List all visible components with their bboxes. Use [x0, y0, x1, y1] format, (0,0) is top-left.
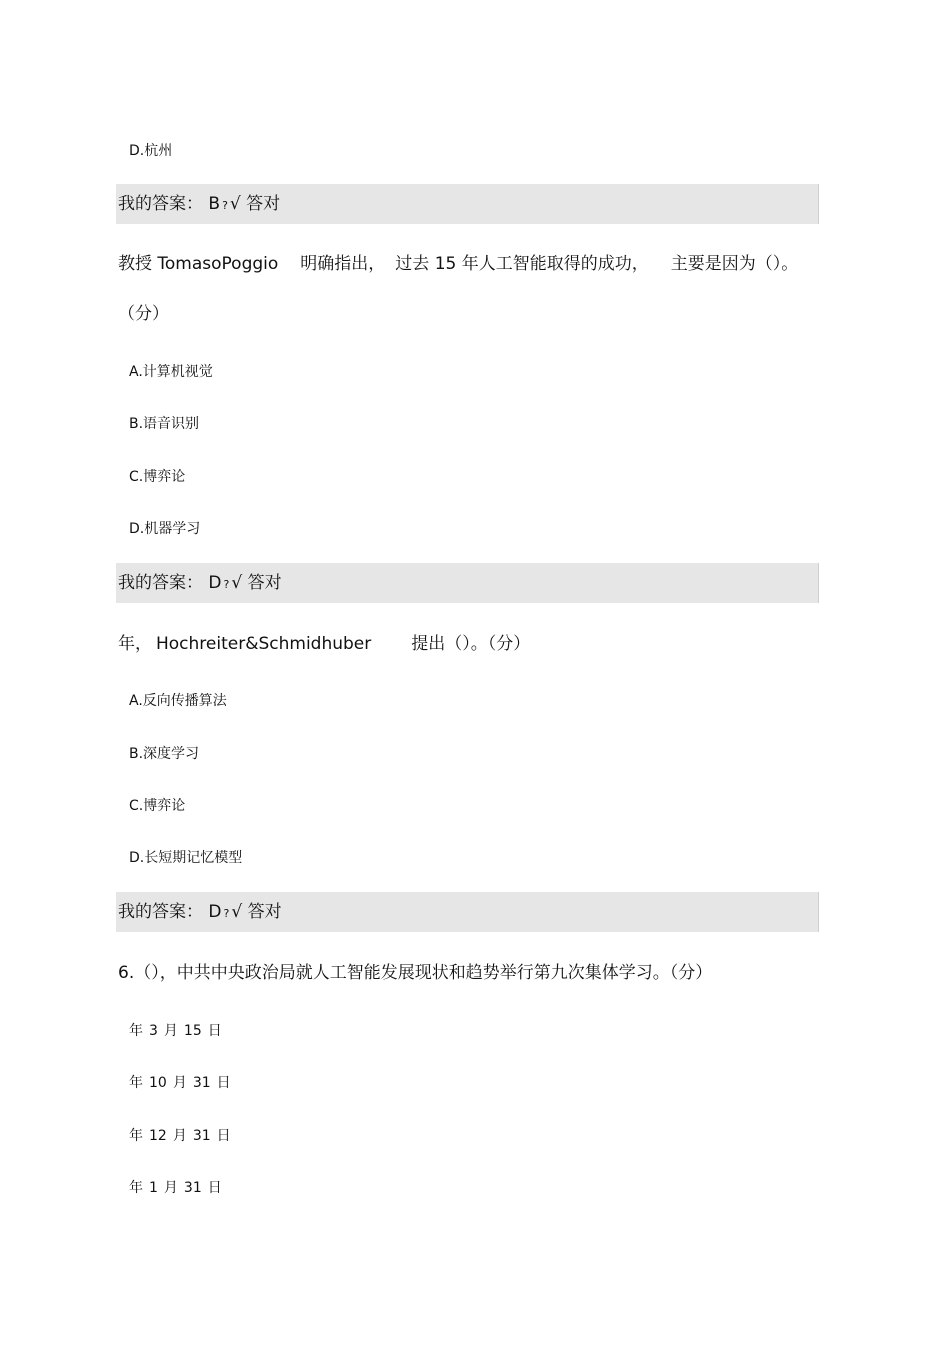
answer-text: [118, 571, 282, 597]
month-number: 3: [149, 1023, 158, 1039]
check-icon: √: [231, 902, 243, 922]
question-text: [118, 632, 530, 656]
day-number: 15: [183, 1023, 202, 1039]
answer-text: [118, 900, 282, 926]
option-b[interactable]: [129, 1073, 231, 1093]
option-b[interactable]: B.深度学习: [129, 746, 200, 762]
option-a[interactable]: [129, 1021, 222, 1041]
answer-bar: [116, 892, 819, 932]
question-part-a: 教授 TomasoPoggio: [118, 254, 279, 274]
question-part-b: 明确指出，: [300, 254, 386, 274]
answer-letter: D: [208, 573, 222, 593]
month-number: 1: [149, 1180, 158, 1196]
option-b[interactable]: B.语音识别: [129, 416, 200, 432]
option-a[interactable]: A.反向传播算法: [129, 693, 227, 709]
day-label: 日: [216, 1128, 231, 1144]
answer-bar: [116, 563, 819, 603]
year-label: 年: [129, 1128, 143, 1144]
answer-label: 我的答案：: [118, 573, 203, 593]
question-text: [118, 252, 798, 276]
question-part-c: 过去 15 年人工智能取得的成功，: [395, 254, 649, 274]
answer-bar: [116, 184, 819, 224]
year-label: 年: [129, 1180, 143, 1196]
option-c[interactable]: C.博弈论: [129, 469, 186, 485]
month-label: 月: [172, 1128, 187, 1144]
day-label: 日: [207, 1023, 222, 1039]
option-c[interactable]: [129, 1126, 231, 1146]
answer-result: 答对: [247, 902, 282, 922]
question-part-d: 主要是因为（）。: [670, 254, 799, 274]
answer-letter: B: [208, 194, 221, 214]
day-label: 日: [216, 1075, 231, 1091]
option-d-hangzhou[interactable]: D.杭州: [129, 143, 173, 159]
option-d[interactable]: [129, 1178, 222, 1198]
month-number: 10: [149, 1075, 167, 1091]
month-label: 月: [172, 1075, 187, 1091]
answer-result: 答对: [247, 573, 282, 593]
month-number: 12: [149, 1128, 167, 1144]
answer-mark: ?: [223, 907, 230, 920]
option-c[interactable]: C.博弈论: [129, 798, 186, 814]
question-score: （分）: [118, 304, 169, 324]
question-part-a: 年，: [118, 634, 152, 654]
answer-mark: ?: [222, 199, 228, 212]
year-label: 年: [129, 1023, 143, 1039]
year-label: 年: [129, 1075, 143, 1091]
option-d[interactable]: D.机器学习: [129, 521, 201, 537]
month-label: 月: [163, 1180, 178, 1196]
question-part-c: 提出（）。（分）: [411, 634, 531, 654]
question-text: 6.（），中共中央政治局就人工智能发展现状和趋势举行第九次集体学习。（分）: [118, 963, 713, 983]
check-icon: √: [231, 573, 243, 593]
option-d[interactable]: D.长短期记忆模型: [129, 850, 243, 866]
question-part-b: Hochreiter&Schmidhuber: [156, 634, 372, 654]
answer-mark: ?: [223, 578, 230, 591]
day-number: 31: [192, 1075, 211, 1091]
answer-label: 我的答案：: [118, 902, 203, 922]
month-label: 月: [163, 1023, 178, 1039]
option-a[interactable]: A.计算机视觉: [129, 364, 213, 380]
check-icon: √: [229, 194, 241, 214]
day-number: 31: [192, 1128, 211, 1144]
day-label: 日: [207, 1180, 222, 1196]
day-number: 31: [183, 1180, 202, 1196]
answer-text: [118, 192, 280, 218]
answer-letter: D: [208, 902, 222, 922]
answer-label: 我的答案：: [118, 194, 203, 214]
answer-result: 答对: [246, 194, 281, 214]
